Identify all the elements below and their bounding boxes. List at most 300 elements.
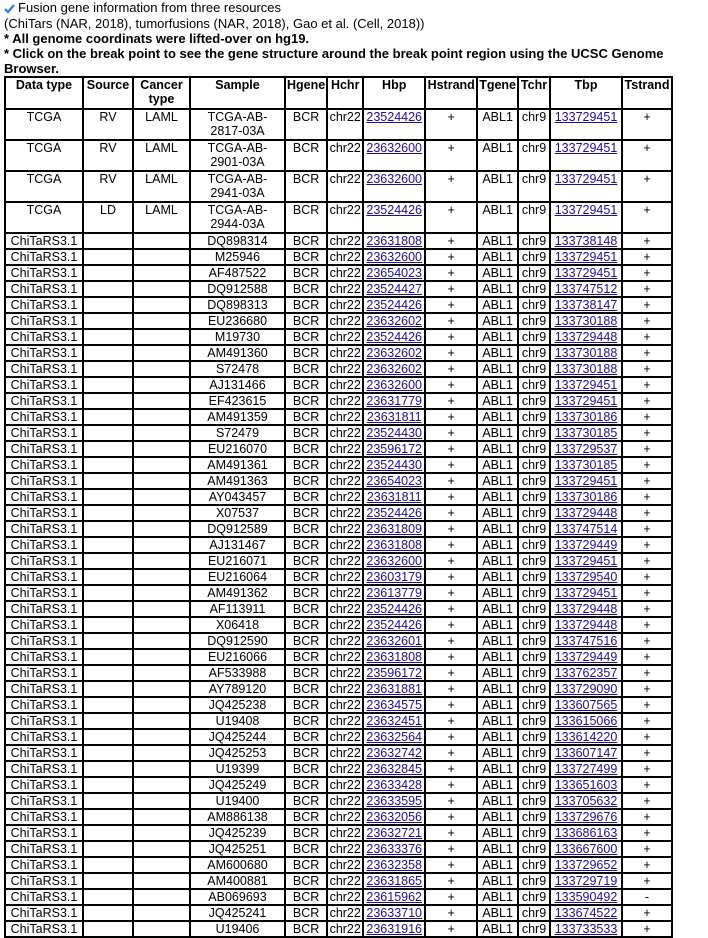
- hbp-cell[interactable]: [363, 233, 425, 249]
- hgene-cell: BCR: [285, 109, 327, 140]
- tbp-cell-link[interactable]: 133762357: [554, 666, 618, 680]
- tgene-cell: ABL1: [477, 109, 518, 140]
- hchr-cell: chr22: [327, 713, 363, 729]
- column-header-tstrand: Tstrand: [622, 77, 672, 109]
- tstrand-cell: +: [622, 809, 672, 825]
- tbp-cell[interactable]: [550, 825, 622, 841]
- hchr-cell: chr22: [327, 809, 363, 825]
- source-cell: [83, 617, 133, 633]
- tbp-cell-link[interactable]: 133729451: [554, 141, 618, 155]
- hbp-cell[interactable]: [363, 617, 425, 633]
- hbp-cell-link[interactable]: 23654023: [366, 474, 423, 488]
- tbp-cell[interactable]: [550, 233, 622, 249]
- hbp-cell[interactable]: [363, 905, 425, 921]
- hbp-cell[interactable]: [363, 409, 425, 425]
- hbp-cell[interactable]: [363, 873, 425, 889]
- hbp-cell-link[interactable]: 23632600: [366, 172, 423, 186]
- tbp-cell-link[interactable]: 133614220: [554, 730, 618, 744]
- hbp-cell[interactable]: [363, 553, 425, 569]
- tbp-cell[interactable]: [550, 857, 622, 873]
- hbp-cell-link[interactable]: 23524426: [366, 330, 423, 344]
- hbp-cell[interactable]: [363, 665, 425, 681]
- cancer-type-cell: LAML: [133, 140, 190, 171]
- tbp-cell[interactable]: [550, 202, 622, 233]
- hchr-cell: chr22: [327, 425, 363, 441]
- table-row: [5, 633, 672, 649]
- hchr-cell: chr22: [327, 857, 363, 873]
- hchr-cell: chr22: [327, 140, 363, 171]
- hbp-cell-link[interactable]: 23603179: [366, 570, 423, 584]
- hbp-cell-link[interactable]: 23631808: [366, 234, 423, 248]
- tbp-cell[interactable]: [550, 873, 622, 889]
- tbp-cell-link[interactable]: 133674522: [554, 906, 618, 920]
- hbp-cell[interactable]: [363, 313, 425, 329]
- tbp-cell[interactable]: [550, 505, 622, 521]
- tbp-cell[interactable]: [550, 109, 622, 140]
- tbp-cell-link[interactable]: 133686163: [554, 826, 618, 840]
- tbp-cell-link[interactable]: 133733533: [554, 922, 618, 936]
- sample-cell: JQ425253: [190, 745, 285, 761]
- tbp-cell[interactable]: [550, 665, 622, 681]
- tbp-cell[interactable]: [550, 841, 622, 857]
- hbp-cell-link[interactable]: 23524427: [366, 282, 423, 296]
- tbp-cell-link[interactable]: 133730188: [554, 362, 618, 376]
- tbp-cell[interactable]: [550, 140, 622, 171]
- tchr-cell: chr9: [518, 825, 550, 841]
- tchr-cell: chr9: [518, 457, 550, 473]
- hbp-cell-link[interactable]: 23632721: [366, 826, 423, 840]
- hstrand-cell: +: [425, 905, 477, 921]
- hbp-cell-link[interactable]: 23632358: [366, 858, 423, 872]
- tbp-cell[interactable]: [550, 313, 622, 329]
- hbp-cell[interactable]: [363, 171, 425, 202]
- cancer-type-cell: [133, 249, 190, 265]
- hchr-cell: chr22: [327, 569, 363, 585]
- hbp-cell-link[interactable]: 23633428: [366, 778, 423, 792]
- tbp-cell[interactable]: [550, 281, 622, 297]
- tbp-cell[interactable]: [550, 569, 622, 585]
- tgene-cell: ABL1: [477, 202, 518, 233]
- hstrand-cell: +: [425, 729, 477, 745]
- tgene-cell: ABL1: [477, 265, 518, 281]
- hbp-cell-link[interactable]: 23634575: [366, 698, 423, 712]
- tbp-cell-link[interactable]: 133730186: [554, 490, 618, 504]
- tbp-cell-link[interactable]: 133738148: [554, 234, 618, 248]
- hstrand-cell: +: [425, 281, 477, 297]
- hbp-cell[interactable]: [363, 569, 425, 585]
- tbp-cell-link[interactable]: 133729451: [554, 554, 618, 568]
- sample-cell: TCGA-AB-2941-03A: [190, 171, 285, 202]
- hbp-cell[interactable]: [363, 329, 425, 345]
- tbp-cell-link[interactable]: 133729451: [554, 586, 618, 600]
- hbp-cell[interactable]: [363, 633, 425, 649]
- hbp-cell-link[interactable]: 23631811: [366, 410, 422, 424]
- tgene-cell: ABL1: [477, 745, 518, 761]
- tchr-cell: chr9: [518, 377, 550, 393]
- tbp-cell-link[interactable]: 133590492: [554, 890, 618, 904]
- hgene-cell: BCR: [285, 889, 327, 905]
- tgene-cell: ABL1: [477, 841, 518, 857]
- tbp-cell[interactable]: [550, 265, 622, 281]
- tbp-cell-link[interactable]: 133705632: [554, 794, 618, 808]
- hbp-cell-link[interactable]: 23524426: [366, 298, 423, 312]
- tchr-cell: chr9: [518, 777, 550, 793]
- tbp-cell[interactable]: [550, 889, 622, 905]
- hgene-cell: BCR: [285, 633, 327, 649]
- hbp-cell[interactable]: [363, 109, 425, 140]
- sample-cell: S72479: [190, 425, 285, 441]
- hbp-cell-link[interactable]: 23613779: [366, 586, 423, 600]
- tbp-cell[interactable]: [550, 489, 622, 505]
- hbp-cell-link[interactable]: 23631809: [366, 522, 423, 536]
- tgene-cell: ABL1: [477, 361, 518, 377]
- sample-cell: EU216064: [190, 569, 285, 585]
- tbp-cell[interactable]: [550, 473, 622, 489]
- sample-cell: DQ912589: [190, 521, 285, 537]
- cancer-type-cell: [133, 665, 190, 681]
- hbp-cell-link[interactable]: 23632601: [366, 634, 423, 648]
- tbp-cell[interactable]: [550, 601, 622, 617]
- tbp-cell[interactable]: [550, 681, 622, 697]
- data-type-cell: ChiTaRS3.1: [5, 873, 83, 889]
- tbp-cell-link[interactable]: 133667600: [554, 842, 618, 856]
- tbp-cell-link[interactable]: 133747512: [554, 282, 618, 296]
- tgene-cell: ABL1: [477, 281, 518, 297]
- tbp-cell-link[interactable]: 133729451: [554, 474, 618, 488]
- hchr-cell: chr22: [327, 249, 363, 265]
- tbp-cell-link[interactable]: 133730188: [554, 346, 618, 360]
- tstrand-cell: +: [622, 249, 672, 265]
- source-cell: [83, 889, 133, 905]
- hbp-cell[interactable]: [363, 345, 425, 361]
- hbp-cell[interactable]: [363, 809, 425, 825]
- tbp-cell-link[interactable]: 133729451: [554, 266, 618, 280]
- tbp-cell[interactable]: [550, 713, 622, 729]
- hbp-cell-link[interactable]: 23524426: [366, 110, 423, 124]
- hstrand-cell: +: [425, 361, 477, 377]
- hgene-cell: BCR: [285, 585, 327, 601]
- tbp-cell[interactable]: [550, 697, 622, 713]
- tbp-cell-link[interactable]: 133729449: [554, 538, 618, 552]
- table-row: [5, 601, 672, 617]
- source-cell: [83, 441, 133, 457]
- tstrand-cell: +: [622, 649, 672, 665]
- tbp-cell[interactable]: [550, 553, 622, 569]
- tgene-cell: ABL1: [477, 425, 518, 441]
- hbp-cell-link[interactable]: 23632742: [366, 746, 423, 760]
- hbp-cell-link[interactable]: 23615962: [366, 890, 423, 904]
- tchr-cell: chr9: [518, 473, 550, 489]
- source-cell: [83, 233, 133, 249]
- hbp-cell[interactable]: [363, 681, 425, 697]
- tbp-cell[interactable]: [550, 921, 622, 937]
- hbp-cell[interactable]: [363, 793, 425, 809]
- tbp-cell[interactable]: [550, 633, 622, 649]
- hbp-cell[interactable]: [363, 441, 425, 457]
- hbp-cell-link[interactable]: 23524430: [366, 458, 423, 472]
- table-row: [5, 553, 672, 569]
- hbp-cell[interactable]: [363, 377, 425, 393]
- tbp-cell[interactable]: [550, 617, 622, 633]
- table-row: [5, 889, 672, 905]
- sample-cell: AF487522: [190, 265, 285, 281]
- tgene-cell: ABL1: [477, 585, 518, 601]
- tbp-cell-link[interactable]: 133729719: [554, 874, 618, 888]
- tbp-cell[interactable]: [550, 393, 622, 409]
- hstrand-cell: +: [425, 585, 477, 601]
- hbp-cell-link[interactable]: 23632600: [366, 141, 423, 155]
- tbp-cell-link[interactable]: 133729676: [554, 810, 618, 824]
- tbp-cell[interactable]: [550, 905, 622, 921]
- hchr-cell: chr22: [327, 665, 363, 681]
- tbp-cell-link[interactable]: 133730185: [554, 458, 618, 472]
- hbp-cell[interactable]: [363, 457, 425, 473]
- tchr-cell: chr9: [518, 171, 550, 202]
- hbp-cell[interactable]: [363, 489, 425, 505]
- hbp-cell[interactable]: [363, 249, 425, 265]
- tbp-cell-link[interactable]: 133729451: [554, 172, 618, 186]
- tbp-cell-link[interactable]: 133729451: [554, 378, 618, 392]
- tbp-cell-link[interactable]: 133730188: [554, 314, 618, 328]
- hbp-cell-link[interactable]: 23524426: [366, 203, 423, 217]
- source-cell: [83, 377, 133, 393]
- hbp-cell[interactable]: [363, 202, 425, 233]
- tstrand-cell: +: [622, 329, 672, 345]
- tbp-cell[interactable]: [550, 649, 622, 665]
- tbp-cell-link[interactable]: 133727499: [554, 762, 618, 776]
- hstrand-cell: +: [425, 713, 477, 729]
- cancer-type-cell: [133, 329, 190, 345]
- tbp-cell-link[interactable]: 133730186: [554, 410, 618, 424]
- hbp-cell-link[interactable]: 23632602: [366, 362, 423, 376]
- hbp-cell[interactable]: [363, 761, 425, 777]
- source-cell: [83, 729, 133, 745]
- tstrand-cell: +: [622, 171, 672, 202]
- tchr-cell: chr9: [518, 553, 550, 569]
- table-row: [5, 777, 672, 793]
- tbp-cell-link[interactable]: 133747514: [554, 522, 618, 536]
- tbp-cell[interactable]: [550, 441, 622, 457]
- sample-cell: AM400881: [190, 873, 285, 889]
- data-type-cell: ChiTaRS3.1: [5, 297, 83, 313]
- hbp-cell-link[interactable]: 23524426: [366, 618, 423, 632]
- hbp-cell[interactable]: [363, 393, 425, 409]
- tbp-cell[interactable]: [550, 809, 622, 825]
- hbp-cell[interactable]: [363, 825, 425, 841]
- hbp-cell-link[interactable]: 23632600: [366, 554, 423, 568]
- tchr-cell: chr9: [518, 569, 550, 585]
- tbp-cell-link[interactable]: 133729090: [554, 682, 618, 696]
- hbp-cell[interactable]: [363, 649, 425, 665]
- hbp-cell[interactable]: [363, 473, 425, 489]
- sample-cell: AJ131466: [190, 377, 285, 393]
- hbp-cell-link[interactable]: 23632600: [366, 378, 423, 392]
- hbp-cell[interactable]: [363, 777, 425, 793]
- tbp-cell[interactable]: [550, 425, 622, 441]
- hbp-cell[interactable]: [363, 585, 425, 601]
- hbp-cell[interactable]: [363, 601, 425, 617]
- tchr-cell: chr9: [518, 281, 550, 297]
- hbp-cell[interactable]: [363, 265, 425, 281]
- hbp-cell[interactable]: [363, 281, 425, 297]
- source-cell: [83, 521, 133, 537]
- tbp-cell[interactable]: [550, 249, 622, 265]
- tbp-cell[interactable]: [550, 585, 622, 601]
- tchr-cell: chr9: [518, 809, 550, 825]
- hbp-cell-link[interactable]: 23631808: [366, 538, 423, 552]
- tstrand-cell: +: [622, 505, 672, 521]
- tchr-cell: chr9: [518, 905, 550, 921]
- tbp-cell-link[interactable]: 133729451: [554, 110, 618, 124]
- hgene-cell: BCR: [285, 793, 327, 809]
- cancer-type-cell: [133, 697, 190, 713]
- tstrand-cell: +: [622, 140, 672, 171]
- hbp-cell[interactable]: [363, 889, 425, 905]
- hbp-cell-link[interactable]: 23631916: [366, 922, 423, 936]
- tgene-cell: ABL1: [477, 441, 518, 457]
- tbp-cell[interactable]: [550, 361, 622, 377]
- cancer-type-cell: [133, 681, 190, 697]
- tbp-cell-link[interactable]: 133729540: [554, 570, 618, 584]
- tbp-cell-link[interactable]: 133729537: [554, 442, 618, 456]
- hbp-cell-link[interactable]: 23632056: [366, 810, 423, 824]
- tbp-cell-link[interactable]: 133747516: [554, 634, 618, 648]
- hstrand-cell: +: [425, 809, 477, 825]
- hbp-cell-link[interactable]: 23632564: [366, 730, 423, 744]
- tbp-cell[interactable]: [550, 761, 622, 777]
- hstrand-cell: +: [425, 537, 477, 553]
- hchr-cell: chr22: [327, 649, 363, 665]
- tbp-cell-link[interactable]: 133738147: [554, 298, 618, 312]
- tbp-cell-link[interactable]: 133651603: [554, 778, 618, 792]
- hbp-cell-link[interactable]: 23631811: [366, 490, 422, 504]
- hbp-cell-link[interactable]: 23631779: [366, 394, 423, 408]
- hbp-cell-link[interactable]: 23632451: [366, 714, 423, 728]
- hbp-cell[interactable]: [363, 425, 425, 441]
- data-type-cell: ChiTaRS3.1: [5, 393, 83, 409]
- tbp-cell[interactable]: [550, 297, 622, 313]
- tbp-cell-link[interactable]: 133729451: [554, 250, 618, 264]
- tbp-cell-link[interactable]: 133729448: [554, 506, 618, 520]
- hchr-cell: chr22: [327, 553, 363, 569]
- hbp-cell-link[interactable]: 23596172: [366, 442, 423, 456]
- hbp-cell[interactable]: [363, 505, 425, 521]
- hbp-cell-link[interactable]: 23632845: [366, 762, 423, 776]
- hbp-cell-link[interactable]: 23632602: [366, 314, 423, 328]
- hbp-cell-link[interactable]: 23633376: [366, 842, 423, 856]
- data-type-cell: ChiTaRS3.1: [5, 521, 83, 537]
- table-row: [5, 313, 672, 329]
- tbp-cell-link[interactable]: 133729652: [554, 858, 618, 872]
- column-header-tbp: Tbp: [550, 77, 622, 109]
- hbp-cell[interactable]: [363, 745, 425, 761]
- tbp-cell-link[interactable]: 133729448: [554, 618, 618, 632]
- tgene-cell: ABL1: [477, 713, 518, 729]
- table-row: [5, 505, 672, 521]
- hbp-cell[interactable]: [363, 729, 425, 745]
- hbp-cell[interactable]: [363, 140, 425, 171]
- hbp-cell-link[interactable]: 23524430: [366, 426, 423, 440]
- hbp-cell[interactable]: [363, 857, 425, 873]
- table-row: [5, 345, 672, 361]
- hbp-cell-link[interactable]: 23633595: [366, 794, 423, 808]
- hstrand-cell: +: [425, 777, 477, 793]
- tstrand-cell: +: [622, 377, 672, 393]
- tbp-cell-link[interactable]: 133730185: [554, 426, 618, 440]
- hstrand-cell: +: [425, 393, 477, 409]
- hbp-cell-link[interactable]: 23596172: [366, 666, 423, 680]
- tbp-cell[interactable]: [550, 377, 622, 393]
- source-cell: [83, 457, 133, 473]
- tbp-cell[interactable]: [550, 171, 622, 202]
- source-cell: [83, 537, 133, 553]
- tbp-cell[interactable]: [550, 409, 622, 425]
- hbp-cell[interactable]: [363, 297, 425, 313]
- column-header-hbp: Hbp: [363, 77, 425, 109]
- hbp-cell[interactable]: [363, 841, 425, 857]
- tbp-cell-link[interactable]: 133729449: [554, 650, 618, 664]
- tbp-cell-link[interactable]: 133615066: [554, 714, 618, 728]
- hbp-cell-link[interactable]: 23631881: [366, 682, 423, 696]
- hbp-cell-link[interactable]: 23524426: [366, 602, 423, 616]
- sample-cell: TCGA-AB-2817-03A: [190, 109, 285, 140]
- tgene-cell: ABL1: [477, 905, 518, 921]
- tbp-cell-link[interactable]: 133729451: [554, 203, 618, 217]
- data-type-cell: ChiTaRS3.1: [5, 809, 83, 825]
- tstrand-cell: +: [622, 697, 672, 713]
- tbp-cell[interactable]: [550, 521, 622, 537]
- hbp-cell-link[interactable]: 23632600: [366, 250, 423, 264]
- hbp-cell-link[interactable]: 23632602: [366, 346, 423, 360]
- tchr-cell: chr9: [518, 729, 550, 745]
- table-row: [5, 761, 672, 777]
- source-cell: [83, 921, 133, 937]
- tbp-cell[interactable]: [550, 329, 622, 345]
- tchr-cell: chr9: [518, 585, 550, 601]
- hbp-cell-link[interactable]: 23654023: [366, 266, 423, 280]
- tbp-cell[interactable]: [550, 457, 622, 473]
- hbp-cell-link[interactable]: 23631865: [366, 874, 423, 888]
- source-cell: [83, 409, 133, 425]
- tbp-cell-link[interactable]: 133729448: [554, 330, 618, 344]
- tbp-cell[interactable]: [550, 345, 622, 361]
- hgene-cell: BCR: [285, 745, 327, 761]
- tbp-cell-link[interactable]: 133607565: [554, 698, 618, 712]
- tbp-cell-link[interactable]: 133729448: [554, 602, 618, 616]
- tbp-cell-link[interactable]: 133729451: [554, 394, 618, 408]
- tbp-cell[interactable]: [550, 729, 622, 745]
- hgene-cell: BCR: [285, 825, 327, 841]
- table-row: [5, 377, 672, 393]
- tbp-cell[interactable]: [550, 745, 622, 761]
- tbp-cell[interactable]: [550, 793, 622, 809]
- tbp-cell[interactable]: [550, 537, 622, 553]
- hbp-cell-link[interactable]: 23524426: [366, 506, 423, 520]
- sample-cell: DQ912590: [190, 633, 285, 649]
- hbp-cell[interactable]: [363, 361, 425, 377]
- hbp-cell-link[interactable]: 23631808: [366, 650, 423, 664]
- tbp-cell-link[interactable]: 133607147: [554, 746, 618, 760]
- tbp-cell[interactable]: [550, 777, 622, 793]
- hbp-cell[interactable]: [363, 521, 425, 537]
- source-cell: [83, 905, 133, 921]
- hbp-cell[interactable]: [363, 697, 425, 713]
- hbp-cell[interactable]: [363, 537, 425, 553]
- data-type-cell: ChiTaRS3.1: [5, 713, 83, 729]
- hbp-cell[interactable]: [363, 713, 425, 729]
- hbp-cell[interactable]: [363, 921, 425, 937]
- hbp-cell-link[interactable]: 23633710: [366, 906, 423, 920]
